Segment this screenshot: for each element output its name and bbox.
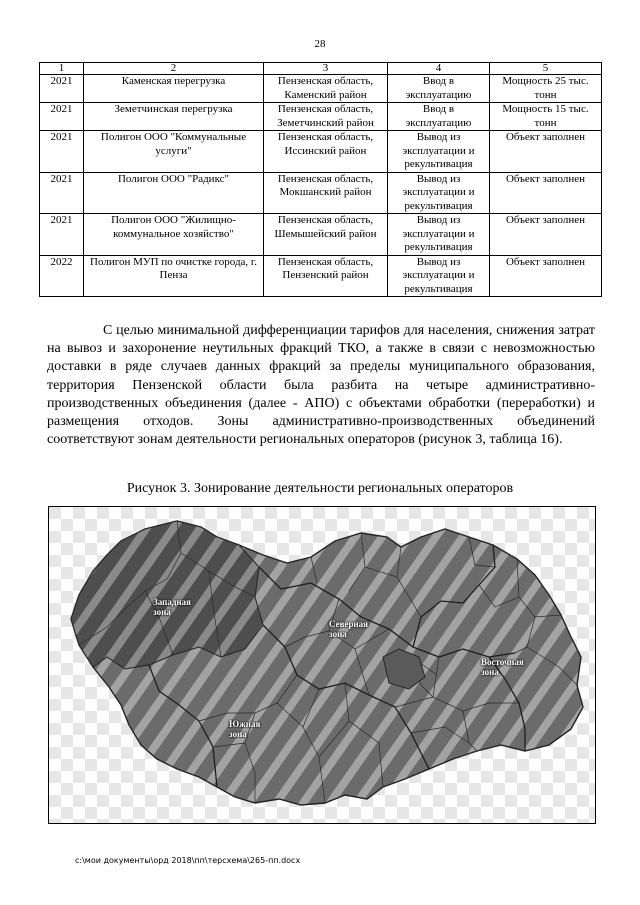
table-row bbox=[40, 75, 602, 103]
object-cell: Земетчинская перегрузка bbox=[84, 103, 264, 131]
table-row bbox=[40, 131, 602, 173]
year-cell: 2021 bbox=[40, 172, 84, 214]
object-cell: Полигон ООО "Радикс" bbox=[84, 172, 264, 214]
location-cell: Пензенская область, Шемышейский район bbox=[264, 214, 388, 256]
zone-label-south: Южная зона bbox=[229, 719, 261, 739]
location-cell: Пензенская область, Земетчинский район bbox=[264, 103, 388, 131]
action-cell: Ввод в эксплуатацию bbox=[388, 75, 490, 103]
action-cell: Ввод в эксплуатацию bbox=[388, 103, 490, 131]
table-row bbox=[40, 255, 602, 297]
zone-label-north: Северная зона bbox=[329, 619, 369, 639]
zone-label-east: Восточная зона bbox=[481, 657, 524, 677]
table-row bbox=[40, 172, 602, 214]
note-cell: Объект заполнен bbox=[490, 255, 602, 297]
action-cell: Вывод из эксплуатации и рекультивация bbox=[388, 172, 490, 214]
table-row bbox=[40, 103, 602, 131]
file-path-footer: c:\мои документы\орд 2018\пп\терсхема\265-пп.docx bbox=[75, 856, 301, 865]
location-cell: Пензенская область, Мокшанский район bbox=[264, 172, 388, 214]
year-cell: 2021 bbox=[40, 131, 84, 173]
note-cell: Объект заполнен bbox=[490, 131, 602, 173]
zone-label-west: Западная зона bbox=[153, 597, 191, 617]
note-cell: Объект заполнен bbox=[490, 172, 602, 214]
facilities-table bbox=[39, 62, 602, 297]
year-cell: 2021 bbox=[40, 214, 84, 256]
object-cell: Полигон МУП по очистке города, г. Пенза bbox=[84, 255, 264, 297]
object-cell: Полигон ООО "Жилищно-коммунальное хозяйство" bbox=[84, 214, 264, 256]
location-cell: Пензенская область, Иссинский район bbox=[264, 131, 388, 173]
note-cell: Мощность 25 тыс. тонн bbox=[490, 75, 602, 103]
page-number: 28 bbox=[314, 38, 326, 50]
action-cell: Вывод из эксплуатации и рекультивация bbox=[388, 214, 490, 256]
action-cell: Вывод из эксплуатации и рекультивация bbox=[388, 131, 490, 173]
object-cell: Каменская перегрузка bbox=[84, 75, 264, 103]
zoning-map bbox=[48, 506, 596, 824]
year-cell: 2021 bbox=[40, 75, 84, 103]
body-paragraph: С целью минимальной дифференциации тарифов для населения, снижения затрат на вывоз и захоронение неутильных фракций ТКО, а также в связи с невозможностью доставки в ряде случаев данных фракций за пределы муниципального образования, территория Пензенской области была разбита на четыре административно-производственных объединения (далее - АПО) с объектами обработки (переработки) и размещения отходов. Зоны административно-производственных объединений соответствуют зонам деятельности региональных операторов (рисунок 3, таблица 16). bbox=[47, 323, 595, 448]
object-cell: Полигон ООО "Коммунальные услуги" bbox=[84, 131, 264, 173]
table-header-cell: 2 bbox=[84, 63, 264, 75]
location-cell: Пензенская область, Пензенский район bbox=[264, 255, 388, 297]
location-cell: Пензенская область, Каменский район bbox=[264, 75, 388, 103]
table-row bbox=[40, 214, 602, 256]
figure-caption: Рисунок 3. Зонирование деятельности региональных операторов bbox=[126, 481, 514, 496]
action-cell: Вывод из эксплуатации и рекультивация bbox=[388, 255, 490, 297]
table-header-cell: 1 bbox=[40, 63, 84, 75]
table-header-cell: 4 bbox=[388, 63, 490, 75]
year-cell: 2022 bbox=[40, 255, 84, 297]
table-header-cell: 5 bbox=[490, 63, 602, 75]
table-header-row bbox=[40, 63, 602, 75]
year-cell: 2021 bbox=[40, 103, 84, 131]
note-cell: Мощность 15 тыс. тонн bbox=[490, 103, 602, 131]
note-cell: Объект заполнен bbox=[490, 214, 602, 256]
table-header-cell: 3 bbox=[264, 63, 388, 75]
